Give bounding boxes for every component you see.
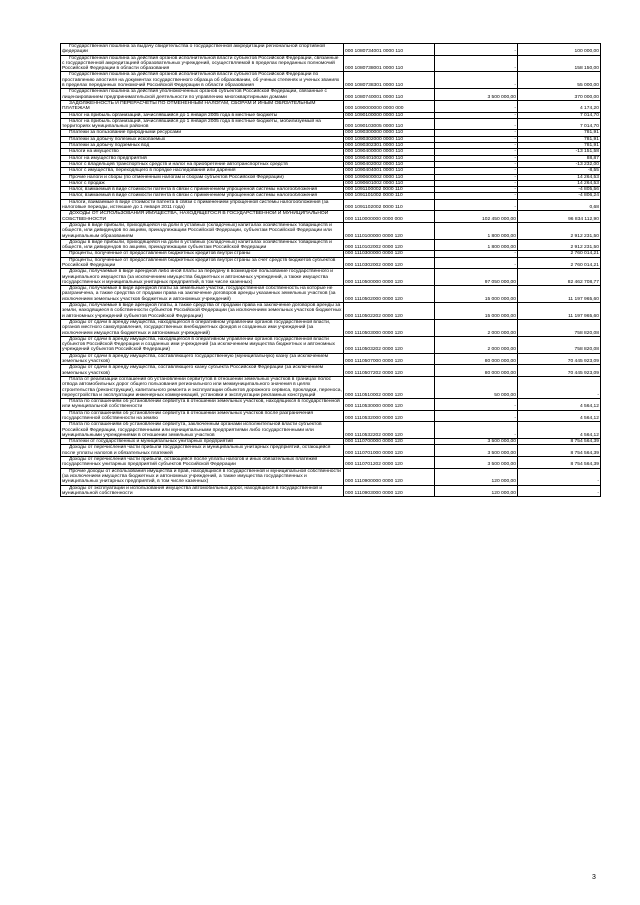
row-plan-cell: - (435, 180, 518, 186)
row-plan-cell: - (435, 130, 518, 136)
row-plan-cell: - (435, 143, 518, 149)
table-row (61, 410, 601, 422)
row-fact-cell: 11 197 965,60 (518, 286, 601, 303)
row-code-cell: 000 1090402002 0000 110 (344, 161, 435, 167)
table-row (61, 303, 601, 320)
table-row (61, 199, 601, 211)
table-row (61, 353, 601, 365)
row-code-cell: 000 1080734001 0000 110 (344, 44, 435, 56)
row-plan-cell: - (435, 161, 518, 167)
row-fact-cell: 8 754 564,39 (518, 445, 601, 457)
row-plan-cell: - (435, 155, 518, 161)
row-name-cell: Налог на имущество предприятий (61, 155, 344, 161)
row-fact-cell: 100 000,00 (518, 44, 601, 56)
row-name-cell: Доходы, получаемые в виде арендной платы, а также средства от продажи права на заключение договоров аренды за земли, находящиеся в собственности субъектов Российской Федерации (за исключением земельных участков бюджетных и автономных учреждений субъектов Российской Федерации) (62, 303, 342, 319)
row-code-cell: 000 1090400000 0000 110 (344, 149, 435, 155)
row-plan-cell: 120 000,00 (435, 485, 518, 497)
table-row (61, 72, 601, 89)
row-name-cell: Доходы, получаемые в виде арендной платы за земельные участки, государственная собственность на которые не разграничена, а также средства от продажи права на заключение договоров аренды указанных земельных участков (за исключением земельных участков бюджетных и автономных учреждений) (61, 286, 344, 303)
row-fact-cell: -4 805,56 (518, 187, 601, 193)
row-plan-cell: - (435, 257, 518, 269)
row-fact-cell: - (518, 468, 601, 485)
table-row (61, 485, 601, 497)
row-fact-cell: 8 754 564,39 (518, 457, 601, 469)
row-name-cell: Доходы от эксплуатации и использования имущества автомобильных дорог, находящихся в государственной и муниципальной собственности (61, 485, 344, 497)
row-code-cell: 000 1091102002 0000 110 (344, 199, 435, 211)
row-plan-cell: 15 000 000,00 (435, 303, 518, 320)
row-fact-cell: -8,55 (518, 168, 601, 174)
row-fact-cell: 11 197 965,60 (518, 303, 601, 320)
row-plan-cell: 2 000 000,00 (435, 319, 518, 336)
row-code-cell: 000 1110700000 0000 120 (344, 439, 435, 445)
table-row (61, 118, 601, 130)
table-row (61, 89, 601, 101)
row-name-cell: Государственная пошлина за выдачу свидетельства о государственной аккредитации региональной спортивной федерации (61, 44, 344, 56)
row-fact-cell: 4 174,20 (518, 100, 601, 112)
row-plan-cell: - (435, 168, 518, 174)
table-row (61, 336, 601, 353)
row-plan-cell: - (435, 100, 518, 112)
row-fact-cell: 758 820,08 (518, 319, 601, 336)
row-fact-cell: - (518, 485, 601, 497)
row-fact-cell: -13 232,00 (518, 161, 601, 167)
table-row (61, 468, 601, 485)
table-row (61, 100, 601, 112)
row-plan-cell: - (435, 136, 518, 142)
row-plan-cell: - (435, 422, 518, 439)
row-name-cell: ЗАДОЛЖЕННОСТЬ И ПЕРЕРАСЧЕТЫ ПО ОТМЕНЕННЫМ НАЛОГАМ, СБОРАМ И ИНЫМ ОБЯЗАТЕЛЬНЫМ ПЛАТЕЖАМ (61, 100, 344, 112)
row-code-cell: 000 1110530000 0000 120 (344, 399, 435, 411)
row-fact-cell: 2 760 014,21 (518, 257, 601, 269)
row-name-cell: Плата от реализации соглашений об установлении сервитутов в отношении земельных участков в границах полос отвода автомобильных дорог общего пользования регионального или межмуниципального значения в целях строительства (реконструкции), капитального ремонта и эксплуатации объектов дорожного сервиса, прокладки, переноса, переустройства и эксплуатации инженерных коммуникаций, установки и эксплуатации рекламных конструкций (62, 376, 342, 398)
row-name-cell: Доходы от сдачи в аренду имущества, находящегося в оперативном управлении органов государственной власти, органов местного самоуправления, государственных внебюджетных фондов и созданных ими учреждений (за исключением имущества бюджетных и автономных учреждений) (61, 319, 344, 336)
row-code-cell: 000 1080738001 0000 110 (344, 55, 435, 72)
row-name-cell: Налог на прибыль организаций, зачислявшийся до 1 января 2005 года в местные бюджеты, мобилизуемый на территориях муниципальных районов (61, 118, 344, 130)
row-name-cell: Платежи за пользование природными ресурсами (61, 130, 344, 136)
row-plan-cell: - (435, 399, 518, 411)
row-name-cell: Налог с продаж (61, 180, 344, 186)
row-name-cell: Доходы, получаемые в виде арендной либо иной платы за передачу в возмездное пользование государственного и муниципального имущества (за исключением имущества бюджетных и автономных учреждений, а также имущества государственных и муниципальных унитарных предприятий, в том числе казенных) (61, 269, 344, 286)
row-code-cell: 000 1110503000 0000 120 (344, 319, 435, 336)
row-name-cell: Платежи от государственных и муниципальных унитарных предприятий (61, 439, 344, 445)
budget-report-sheet (60, 43, 599, 497)
row-code-cell: 000 1110532202 0000 120 (344, 422, 435, 439)
row-code-cell: 000 1110300000 0000 120 (344, 251, 435, 257)
budget-income-table (60, 43, 601, 497)
row-plan-cell: - (435, 149, 518, 155)
row-fact-cell: 70 445 923,09 (518, 353, 601, 365)
row-name-cell: Налог с владельцев транспортных средств и налог на приобретение автотранспортных средств (61, 161, 344, 167)
row-fact-cell: 4 564,12 (518, 410, 601, 422)
page-number: 3 (592, 874, 596, 881)
row-plan-cell: - (435, 187, 518, 193)
table-row (61, 222, 601, 239)
row-code-cell: 000 1110532000 0000 120 (344, 410, 435, 422)
row-fact-cell: 0,68 (518, 199, 601, 211)
row-code-cell: 000 1090103005 0000 110 (344, 118, 435, 130)
row-code-cell: 000 1110100000 0000 120 (344, 222, 435, 239)
row-code-cell: 000 1110102002 0000 120 (344, 239, 435, 251)
row-code-cell: 000 1110500000 0000 120 (344, 269, 435, 286)
row-name-cell: Налог на прибыль организаций, зачислявшийся до 1 января 2005 года в местные бюджеты (61, 112, 344, 118)
row-fact-cell: 88,87 (518, 155, 601, 161)
row-fact-cell: 14 264,53 (518, 174, 601, 180)
row-fact-cell: 14 264,53 (518, 180, 601, 186)
table-row (61, 422, 601, 439)
row-plan-cell: 3 500 000,00 (435, 445, 518, 457)
table-row (61, 445, 601, 457)
row-fact-cell: 781,91 (518, 130, 601, 136)
table-body (61, 44, 601, 497)
row-fact-cell: 158 150,00 (518, 55, 601, 72)
table-row (61, 376, 601, 398)
row-fact-cell: 781,91 (518, 136, 601, 142)
table-row (61, 55, 601, 72)
row-code-cell: 000 1090404001 0000 110 (344, 168, 435, 174)
row-plan-cell: - (435, 55, 518, 72)
row-fact-cell: 370 000,00 (518, 89, 601, 101)
row-plan-cell: 3 500 000,00 (435, 457, 518, 469)
row-code-cell: 000 1110502202 0000 120 (344, 303, 435, 320)
row-fact-cell: -4 806,24 (518, 193, 601, 199)
row-code-cell: 000 1090601002 0000 110 (344, 180, 435, 186)
row-name-cell: Проценты, полученные от предоставления бюджетных кредитов внутри страны за счет средств бюджетов субъектов Российской Федерации (61, 257, 344, 269)
row-code-cell: 000 1110701202 0000 120 (344, 457, 435, 469)
row-name-cell: ДОХОДЫ ОТ ИСПОЛЬЗОВАНИЯ ИМУЩЕСТВА, НАХОДЯЩЕГОСЯ В ГОСУДАРСТВЕННОЙ И МУНИЦИПАЛЬНОЙ СОБСТВЕННОСТИ (61, 211, 344, 223)
row-plan-cell: - (435, 199, 518, 211)
table-row (61, 319, 601, 336)
row-name-cell: Платежи за добычу подземных вод (61, 143, 344, 149)
row-fact-cell: 2 912 231,50 (518, 239, 601, 251)
row-plan-cell: 120 000,00 (435, 468, 518, 485)
row-name-cell: Плата по соглашениям об установлении сервитута в отношении земельных участков, находящихся в государственной или муниципальной собственности (61, 399, 344, 411)
row-code-cell: 000 1110502000 0000 120 (344, 286, 435, 303)
row-code-cell: 000 1090302000 0000 110 (344, 136, 435, 142)
row-code-cell: 000 1090300000 0000 110 (344, 130, 435, 136)
row-name-cell: Платежи за добычу полезных ископаемых (61, 136, 344, 142)
row-fact-cell: 8 754 564,39 (518, 439, 601, 445)
row-code-cell: 000 1090600002 0000 110 (344, 174, 435, 180)
row-plan-cell: 2 000 000,00 (435, 336, 518, 353)
row-plan-cell: 102 450 000,00 (435, 211, 518, 223)
row-name-cell: Налоги, взимаемые в виде стоимости патента в связи с применением упрощенной системы налогообложения (за налоговые периоды, истекшие до 1 января 2011 года) (61, 199, 344, 211)
row-plan-cell: - (435, 174, 518, 180)
table-row (61, 211, 601, 223)
table-row (61, 239, 601, 251)
row-code-cell: 000 1110900000 0000 120 (344, 468, 435, 485)
row-name-cell: Доходы от сдачи в аренду имущества, составляющего государственную (муниципальную) казну (за исключением земельных участков) (61, 353, 344, 365)
row-code-cell: 000 1110507000 0000 120 (344, 353, 435, 365)
row-code-cell: 000 1090100000 0000 110 (344, 112, 435, 118)
row-code-cell: 000 1110510002 0000 120 (344, 376, 435, 398)
row-name-cell: Плата по соглашениям об установлении сервитута, заключенным органами исполнительной власти субъектов Российской Федерации, государственными или муниципальными предприятиями либо государственными или муниципальными учреждениями в отношении земельных участков (61, 422, 344, 439)
row-fact-cell: 7 014,70 (518, 112, 601, 118)
row-plan-cell: 3 500 000,00 (435, 439, 518, 445)
row-name-cell: Доходы от сдачи в аренду имущества, составляющего казну субъекта Российской Федерации (за исключением земельных участков) (61, 365, 344, 377)
row-fact-cell: 2 912 231,50 (518, 222, 601, 239)
row-fact-cell: 4 564,12 (518, 422, 601, 439)
row-name-cell: Налоги на имущество (61, 149, 344, 155)
row-plan-cell: 80 000 000,00 (435, 365, 518, 377)
row-plan-cell: - (435, 72, 518, 89)
row-name-cell: Прочие налоги и сборы (по отмененным налогам и сборам субъектов Российской Федерации) (61, 174, 344, 180)
row-fact-cell: -13 151,58 (518, 149, 601, 155)
table-row (61, 257, 601, 269)
row-name-cell: Налог с имущества, переходящего в порядке наследования или дарения (61, 168, 344, 174)
row-code-cell: 000 1110000000 0000 000 (344, 211, 435, 223)
row-name-cell: Государственная пошлина за действия уполномоченных органов субъектов Российской Федерации, связанные с лицензированием предпринимательской деятельности по управлению многоквартирными домами (61, 89, 344, 101)
row-plan-cell: - (435, 118, 518, 130)
row-code-cell: 000 1110903000 0000 120 (344, 485, 435, 497)
row-plan-cell: - (435, 410, 518, 422)
row-fact-cell: 82 462 708,77 (518, 269, 601, 286)
row-plan-cell: 50 000,00 (435, 376, 518, 398)
table-row (61, 269, 601, 286)
row-name-cell: Доходы в виде прибыли, приходящейся на доли в уставных (складочных) капиталах хозяйственных товариществ и обществ, или дивидендов по акциям, принадлежащим Российской Федерации, субъектам Российской Федерации или муниципальным образованиям (61, 222, 344, 239)
row-plan-cell: 97 050 000,00 (435, 269, 518, 286)
row-name-cell: Плата по соглашениям об установлении сервитута в отношении земельных участков после разграничения государственной собственности на землю (61, 410, 344, 422)
row-plan-cell: - (435, 112, 518, 118)
table-row (61, 457, 601, 469)
row-fact-cell: 55 000,00 (518, 72, 601, 89)
table-row (61, 365, 601, 377)
row-code-cell: 000 1090401002 0000 110 (344, 155, 435, 161)
table-row (61, 44, 601, 56)
row-name-cell: Доходы от перечисления части прибыли государственных и муниципальных унитарных предприятий, остающейся после уплаты налогов и обязательных платежей (61, 445, 344, 457)
row-name-cell: Прочие доходы от использования имущества и прав, находящихся в государственной и муниципальной собственности (за исключением имущества бюджетных и автономных учреждений, а также имущества государственных и муниципальных унитарных предприятий, в том числе казенных) (61, 468, 344, 485)
row-fact-cell: 70 445 923,09 (518, 365, 601, 377)
row-fact-cell: 4 564,12 (518, 399, 601, 411)
row-fact-cell: - (518, 376, 601, 398)
row-name-cell: Государственная пошлина за действия органов исполнительной власти субъектов Российской Федерации, связанные с государственной аккредитацией образовательных учреждений, осуществляемой в пределах переданных полномочий Российской Федерации в области образования (61, 55, 344, 72)
row-fact-cell: 781,91 (518, 143, 601, 149)
row-code-cell: 000 1091101002 0000 110 (344, 193, 435, 199)
row-code-cell: 000 1080738301 0000 110 (344, 72, 435, 89)
row-fact-cell: 2 760 014,21 (518, 251, 601, 257)
row-name-cell: Доходы от сдачи в аренду имущества, находящегося в оперативном управлении органов государственной власти субъектов Российской Федерации и созданных ими учреждений (за исключением имущества бюджетных и автономных учреждений субъектов Российской Федерации) (61, 336, 344, 353)
row-plan-cell: - (435, 44, 518, 56)
row-code-cell: 000 1090302301 0000 110 (344, 143, 435, 149)
row-fact-cell: 758 820,08 (518, 336, 601, 353)
row-code-cell: 000 1110503202 0000 120 (344, 336, 435, 353)
row-code-cell: 000 1110507202 0000 120 (344, 365, 435, 377)
row-plan-cell: 3 500 000,00 (435, 89, 518, 101)
row-name-cell: Проценты, полученные от предоставления бюджетных кредитов внутри страны (61, 251, 344, 257)
row-name-cell: Налог, взимаемый в виде стоимости патента в связи с применением упрощенной системы налогообложения (61, 193, 344, 199)
row-fact-cell: 7 014,70 (518, 118, 601, 130)
table-row (61, 399, 601, 411)
row-code-cell: 000 1110701000 0000 120 (344, 445, 435, 457)
row-plan-cell: 15 000 000,00 (435, 286, 518, 303)
row-plan-cell: - (435, 193, 518, 199)
row-code-cell: 000 1090000000 0000 000 (344, 100, 435, 112)
row-plan-cell: - (435, 251, 518, 257)
row-name-cell: Государственная пошлина за действия органов исполнительной власти субъектов Российской Федерации по проставлению апостиля на документах государственного образца об образовании, об ученых степенях и ученых званиях в пределах переданных полномочий Российской Федерации в области образования (61, 72, 344, 89)
row-code-cell: 000 1110302002 0000 120 (344, 257, 435, 269)
row-name-cell: Налог, взимаемый в виде стоимости патента в связи с применением упрощенной системы налогообложения (61, 187, 344, 193)
table-row (61, 286, 601, 303)
row-code-cell: 000 1091100002 0000 110 (344, 187, 435, 193)
row-plan-cell: 80 000 000,00 (435, 353, 518, 365)
row-plan-cell: 1 800 000,00 (435, 239, 518, 251)
row-plan-cell: 1 800 000,00 (435, 222, 518, 239)
row-fact-cell: 96 834 112,90 (518, 211, 601, 223)
row-code-cell: 000 1080740001 0000 110 (344, 89, 435, 101)
row-name-cell: Доходы от перечисления части прибыли, остающейся после уплаты налогов и иных обязательных платежей государственных унитарных предприятий субъектов Российской Федерации (61, 457, 344, 469)
row-name-cell: Доходы в виде прибыли, приходящейся на доли в уставных (складочных) капиталах хозяйственных товариществ и обществ, или дивидендов по акциям, принадлежащим субъектам Российской Федерации (61, 239, 344, 251)
